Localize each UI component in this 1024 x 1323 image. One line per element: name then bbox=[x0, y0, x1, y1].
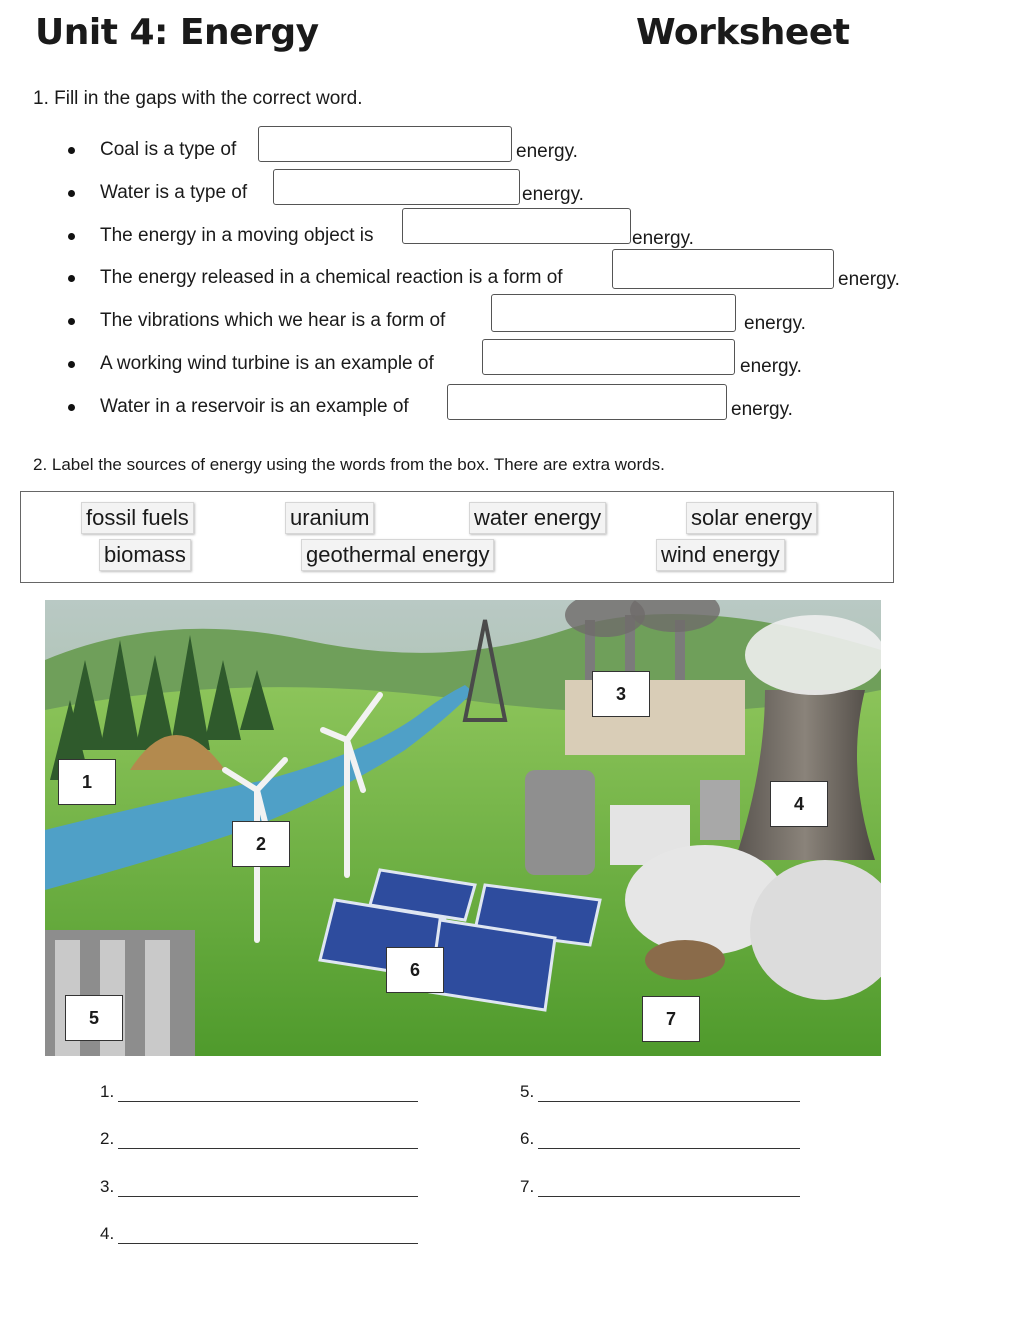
gap-item-7-text: Water in a reservoir is an example of bbox=[100, 396, 409, 417]
scene-label-4: 4 bbox=[770, 781, 828, 827]
gap-item-4-suffix: energy. bbox=[838, 269, 900, 290]
landscape-illustration bbox=[45, 600, 881, 1056]
gap-item-4 bbox=[68, 260, 563, 296]
bullet-icon bbox=[68, 233, 75, 240]
question-1-prompt: 1. Fill in the gaps with the correct word. bbox=[33, 88, 363, 109]
answer-number-2: 2. bbox=[100, 1129, 115, 1148]
gap-input-2[interactable] bbox=[273, 169, 520, 205]
answer-number-7: 7. bbox=[520, 1177, 535, 1196]
answer-line-6[interactable] bbox=[538, 1132, 800, 1149]
answer-line-5[interactable] bbox=[538, 1085, 800, 1102]
word-fossil-fuels: fossil fuels bbox=[81, 502, 194, 534]
bullet-icon bbox=[68, 275, 75, 282]
gap-input-1[interactable] bbox=[258, 126, 512, 162]
answer-row-6 bbox=[520, 1129, 800, 1149]
question-2-prompt: 2. Label the sources of energy using the words from the box. There are extra words. bbox=[33, 455, 665, 474]
scene-label-7: 7 bbox=[642, 996, 700, 1042]
gap-item-6-suffix: energy. bbox=[740, 356, 802, 377]
scene-label-3: 3 bbox=[592, 671, 650, 717]
bullet-icon bbox=[68, 361, 75, 368]
worksheet-label: Worksheet bbox=[636, 12, 850, 53]
bullet-icon bbox=[68, 404, 75, 411]
gap-item-1-suffix: energy. bbox=[516, 141, 578, 162]
gap-item-7-suffix: energy. bbox=[731, 399, 793, 420]
bullet-icon bbox=[68, 190, 75, 197]
gap-item-5 bbox=[68, 303, 445, 339]
answer-line-7[interactable] bbox=[538, 1180, 800, 1197]
answer-number-5: 5. bbox=[520, 1082, 535, 1101]
answer-line-4[interactable] bbox=[118, 1227, 418, 1244]
answer-line-2[interactable] bbox=[118, 1132, 418, 1149]
word-solar-energy: solar energy bbox=[686, 502, 817, 534]
gap-input-6[interactable] bbox=[482, 339, 735, 375]
bullet-icon bbox=[68, 318, 75, 325]
answer-row-1 bbox=[100, 1082, 418, 1102]
gap-item-3 bbox=[68, 218, 374, 254]
answer-line-1[interactable] bbox=[118, 1085, 418, 1102]
gap-item-7 bbox=[68, 389, 409, 425]
answer-number-6: 6. bbox=[520, 1129, 535, 1148]
gap-item-3-suffix: energy. bbox=[632, 228, 694, 249]
page-title: Unit 4: Energy bbox=[35, 12, 319, 53]
energy-scene-illustration bbox=[45, 600, 881, 1056]
scene-label-6: 6 bbox=[386, 947, 444, 993]
scene-label-2: 2 bbox=[232, 821, 290, 867]
gap-item-2 bbox=[68, 175, 247, 211]
gap-input-4[interactable] bbox=[612, 249, 834, 289]
answer-number-3: 3. bbox=[100, 1177, 115, 1196]
gap-input-7[interactable] bbox=[447, 384, 727, 420]
gap-item-6-text: A working wind turbine is an example of bbox=[100, 353, 434, 374]
answer-row-7 bbox=[520, 1177, 800, 1197]
gap-item-1-text: Coal is a type of bbox=[100, 139, 237, 160]
word-water-energy: water energy bbox=[469, 502, 606, 534]
answer-row-4 bbox=[100, 1224, 418, 1244]
answer-number-1: 1. bbox=[100, 1082, 115, 1101]
answer-row-2 bbox=[100, 1129, 418, 1149]
word-uranium: uranium bbox=[285, 502, 374, 534]
answer-number-4: 4. bbox=[100, 1224, 115, 1243]
gap-item-3-text: The energy in a moving object is bbox=[100, 225, 374, 246]
scene-label-1: 1 bbox=[58, 759, 116, 805]
answer-row-5 bbox=[520, 1082, 800, 1102]
gap-item-1 bbox=[68, 132, 236, 168]
gap-item-5-text: The vibrations which we hear is a form of bbox=[100, 310, 446, 331]
bullet-icon bbox=[68, 147, 75, 154]
word-biomass: biomass bbox=[99, 539, 191, 571]
gap-input-5[interactable] bbox=[491, 294, 736, 332]
word-geothermal-energy: geothermal energy bbox=[301, 539, 494, 571]
gap-item-5-suffix: energy. bbox=[744, 313, 806, 334]
word-bank bbox=[20, 491, 894, 583]
scene-label-5: 5 bbox=[65, 995, 123, 1041]
gap-item-6 bbox=[68, 346, 434, 382]
gap-input-3[interactable] bbox=[402, 208, 631, 244]
gap-item-2-suffix: energy. bbox=[522, 184, 584, 205]
gap-item-4-text: The energy released in a chemical reaction is a form of bbox=[100, 267, 563, 288]
answer-line-3[interactable] bbox=[118, 1180, 418, 1197]
word-wind-energy: wind energy bbox=[656, 539, 785, 571]
gap-item-2-text: Water is a type of bbox=[100, 182, 248, 203]
answer-row-3 bbox=[100, 1177, 418, 1197]
